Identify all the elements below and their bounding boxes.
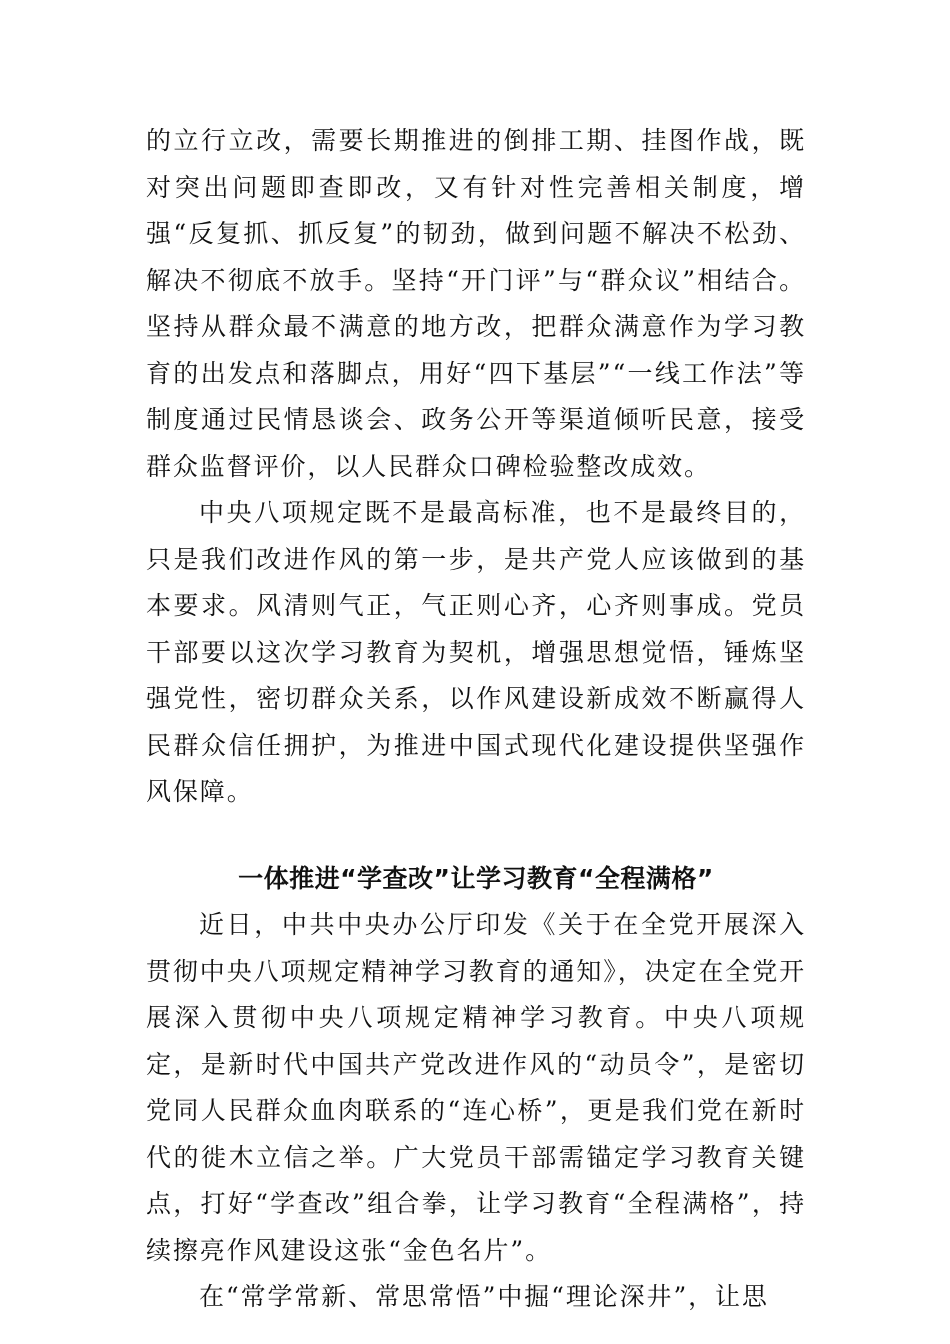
document-body xyxy=(146,118,806,1321)
paragraph-continuation: 的立行立改，需要长期推进的倒排工期、挂图作战，既对突出问题即查即改，又有针对性完善相关制度，增强“反复抓、抓反复”的韧劲，做到问题不解决不松劲、解决不彻底不放手。坚持“开门评”与“群众议”相结合。坚持从群众最不满意的地方改，把群众满意作为学习教育的出发点和落脚点，用好“四下基层”“一线工作法”等制度通过民情恳谈会、政务公开等渠道倾听民意，接受群众监督评价，以人民群众口碑检验整改成效。 xyxy=(146,126,806,481)
section-title: 一体推进“学查改”让学习教育“全程满格” xyxy=(238,863,714,893)
paragraph-conclusion: 中央八项规定既不是最高标准，也不是最终目的，只是我们改进作风的第一步，是共产党人应该做到的基本要求。风清则气正，气正则心齐，心齐则事成。党员干部要以这次学习教育为契机，增强思想觉悟，锤炼坚强党性，密切群众关系，以作风建设新成效不断赢得人民群众信任拥护，为推进中国式现代化建设提供坚强作风保障。 xyxy=(146,498,806,806)
paragraph-partial: 在“常学常新、常思常悟”中掘“理论深井”，让思 xyxy=(199,1282,769,1311)
paragraph-intro: 近日，中共中央办公厅印发《关于在全党开展深入贯彻中央八项规定精神学习教育的通知》，决定在全党开展深入贯彻中央八项规定精神学习教育。中央八项规定，是新时代中国共产党改进作风的“动员令”，是密切党同人民群众血肉联系的“连心桥”，更是我们党在新时代的徙木立信之举。广大党员干部需锚定学习教育关键点，打好“学查改”组合拳，让学习教育“全程满格”，持续擦亮作风建设这张“金色名片”。 xyxy=(146,910,807,1265)
